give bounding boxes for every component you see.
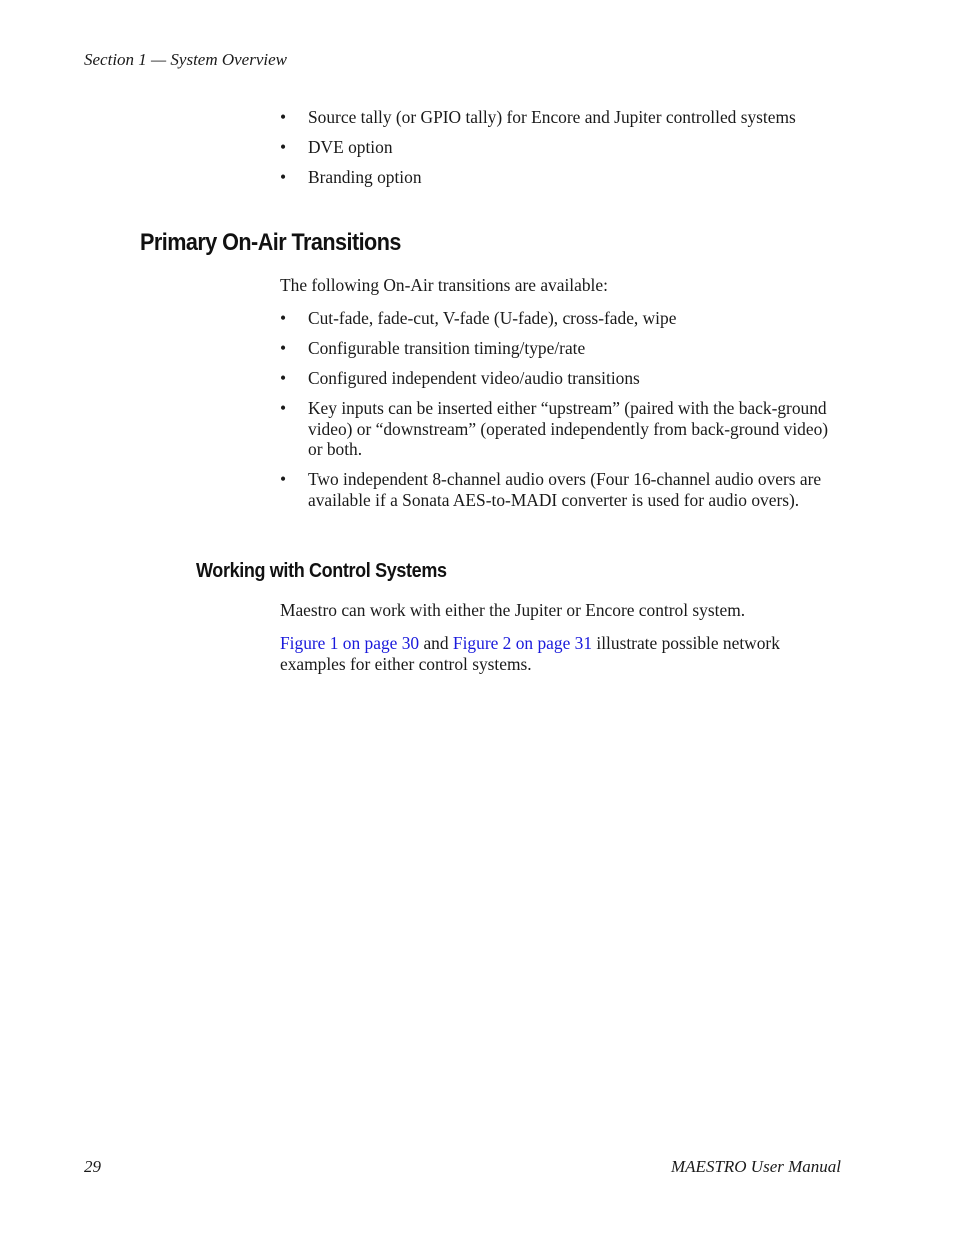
page-number: 29 <box>84 1157 101 1176</box>
list-item: • Key inputs can be inserted either “upstream” (paired with the back-ground video) or “downstream” (operated independently from back-ground video) or both. <box>280 398 829 459</box>
control-systems-paragraph: Maestro can work with either the Jupiter or Encore control system. <box>280 600 746 620</box>
bullet-icon: • <box>280 167 287 187</box>
list-item: • DVE option <box>280 137 393 157</box>
list-item: • Branding option <box>280 167 422 187</box>
list-item: • Two independent 8-channel audio overs (Four 16-channel audio overs are available if a Sonata AES-to-MADI converter is used for audio overs). <box>280 469 822 510</box>
transitions-bullet-list <box>280 308 846 520</box>
manual-title: MAESTRO User Manual <box>671 1157 841 1176</box>
running-head: Section 1 — System Overview <box>84 50 287 69</box>
section-heading: Primary On-Air Transitions <box>140 229 401 256</box>
figure-1-link[interactable]: Figure 1 on page 30 <box>280 633 420 653</box>
section-intro: The following On-Air transitions are available: <box>280 275 608 295</box>
bullet-icon: • <box>280 338 287 358</box>
bullet-icon: • <box>280 137 287 157</box>
figure-reference-paragraph <box>280 633 840 674</box>
top-bullet-list <box>280 107 846 197</box>
list-item: • Configurable transition timing/type/rate <box>280 338 586 358</box>
list-item: • Cut-fade, fade-cut, V-fade (U-fade), cross-fade, wipe <box>280 308 677 328</box>
bullet-icon: • <box>280 308 287 328</box>
list-item: • Configured independent video/audio transitions <box>280 368 640 388</box>
bullet-icon: • <box>280 469 287 489</box>
subsection-heading: Working with Control Systems <box>196 560 447 582</box>
bullet-icon: • <box>280 398 287 418</box>
bullet-icon: • <box>280 107 287 127</box>
figure-2-link[interactable]: Figure 2 on page 31 <box>452 633 593 653</box>
bullet-icon: • <box>280 368 287 388</box>
list-item: • Source tally (or GPIO tally) for Encore and Jupiter controlled systems <box>280 107 796 127</box>
figure-paragraph-text: illustrate possible network examples for either control systems. <box>280 633 780 674</box>
conjunction-text: and <box>419 633 453 653</box>
